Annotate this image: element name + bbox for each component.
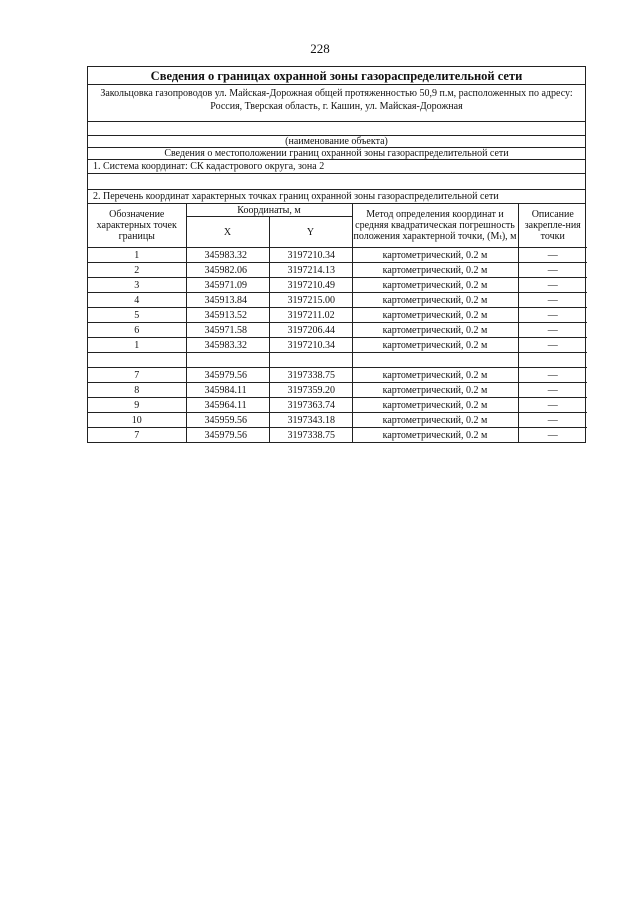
object-caption: (наименование объекта) [88,136,585,148]
row-x-cell: 345971.09 [186,278,269,293]
row-x-cell: 345959.56 [186,413,269,428]
table-row [88,263,587,278]
row-point-cell: 1 [88,338,186,353]
row-x-cell: 345979.56 [186,428,269,443]
row-y-cell: 3197210.34 [269,248,352,263]
table-row [88,248,587,263]
coordinate-list-title: 2. Перечень координат характерных точках границ охранной зоны газораспределительной сети [88,190,585,204]
coordinates-table [88,204,587,442]
row-desc-cell: — [518,293,587,308]
row-method-cell: картометрический, 0.2 м [352,428,518,443]
row-desc-cell: — [518,428,587,443]
row-point-cell [88,353,186,368]
header-point: Обозначение характерных точек границы [88,204,186,248]
row-desc-cell: — [518,338,587,353]
row-method-cell: картометрический, 0.2 м [352,293,518,308]
header-x: X [186,217,269,248]
row-desc-cell: — [518,398,587,413]
row-point-cell: 10 [88,413,186,428]
row-method-cell: картометрический, 0.2 м [352,338,518,353]
row-x-cell [186,353,269,368]
row-method-cell: картометрический, 0.2 м [352,398,518,413]
row-point-cell: 1 [88,248,186,263]
row-y-cell: 3197206.44 [269,323,352,338]
row-y-cell: 3197338.75 [269,428,352,443]
row-desc-cell [518,353,587,368]
row-y-cell: 3197214.13 [269,263,352,278]
table-row [88,353,587,368]
row-point-cell: 5 [88,308,186,323]
row-method-cell: картометрический, 0.2 м [352,278,518,293]
table-row [88,428,587,443]
row-x-cell: 345979.56 [186,368,269,383]
row-desc-cell: — [518,323,587,338]
header-y: Y [269,217,352,248]
table-row [88,413,587,428]
row-desc-cell: — [518,248,587,263]
blank-line [88,174,585,190]
row-point-cell: 8 [88,383,186,398]
row-x-cell: 345982.06 [186,263,269,278]
row-desc-cell: — [518,383,587,398]
row-desc-cell: — [518,308,587,323]
row-point-cell: 4 [88,293,186,308]
header-method: Метод определения координат и средняя квадратическая погрешность положения характерной точки, (Mₜ), м [352,204,518,248]
row-method-cell: картометрический, 0.2 м [352,323,518,338]
boundary-document [87,66,586,443]
table-row [88,323,587,338]
row-x-cell: 345971.58 [186,323,269,338]
row-point-cell: 7 [88,428,186,443]
row-point-cell: 7 [88,368,186,383]
row-point-cell: 2 [88,263,186,278]
table-body [88,248,587,443]
row-x-cell: 345964.11 [186,398,269,413]
row-desc-cell: — [518,413,587,428]
row-y-cell: 3197215.00 [269,293,352,308]
table-row [88,338,587,353]
row-y-cell [269,353,352,368]
coordinates-table-wrapper [88,204,585,442]
row-x-cell: 345983.32 [186,338,269,353]
row-point-cell: 6 [88,323,186,338]
row-desc-cell: — [518,263,587,278]
row-method-cell: картометрический, 0.2 м [352,368,518,383]
row-method-cell: картометрический, 0.2 м [352,413,518,428]
page-number: 228 [310,41,330,56]
table-row [88,383,587,398]
coordinate-system: 1. Система координат: СК кадастрового округа, зона 2 [88,160,585,174]
row-method-cell: картометрический, 0.2 м [352,308,518,323]
object-description: Закольцовка газопроводов ул. Майская-Дорожная общей протяженностью 50,9 п.м, расположенных по адресу: Россия, Тверская область, г. Кашин, ул. Майская-Дорожная [88,85,585,122]
row-method-cell: картометрический, 0.2 м [352,263,518,278]
table-row [88,398,587,413]
location-title: Сведения о местоположении границ охранной зоны газораспределительной сети [88,148,585,160]
row-point-cell: 9 [88,398,186,413]
blank-line [88,122,585,136]
row-x-cell: 345913.52 [186,308,269,323]
row-y-cell: 3197210.49 [269,278,352,293]
row-y-cell: 3197338.75 [269,368,352,383]
row-y-cell: 3197343.18 [269,413,352,428]
row-method-cell: картометрический, 0.2 м [352,248,518,263]
row-desc-cell: — [518,368,587,383]
row-y-cell: 3197359.20 [269,383,352,398]
row-y-cell: 3197363.74 [269,398,352,413]
row-x-cell: 345983.32 [186,248,269,263]
header-coordinates: Координаты, м [186,204,352,217]
table-row [88,308,587,323]
table-row [88,278,587,293]
row-method-cell [352,353,518,368]
row-y-cell: 3197211.02 [269,308,352,323]
row-method-cell: картометрический, 0.2 м [352,383,518,398]
row-x-cell: 345913.84 [186,293,269,308]
row-point-cell: 3 [88,278,186,293]
row-y-cell: 3197210.34 [269,338,352,353]
header-description: Описание закрепле-ния точки [518,204,587,248]
document-title: Сведения о границах охранной зоны газораспределительной сети [88,67,585,85]
table-row [88,293,587,308]
row-x-cell: 345984.11 [186,383,269,398]
row-desc-cell: — [518,278,587,293]
table-row [88,368,587,383]
